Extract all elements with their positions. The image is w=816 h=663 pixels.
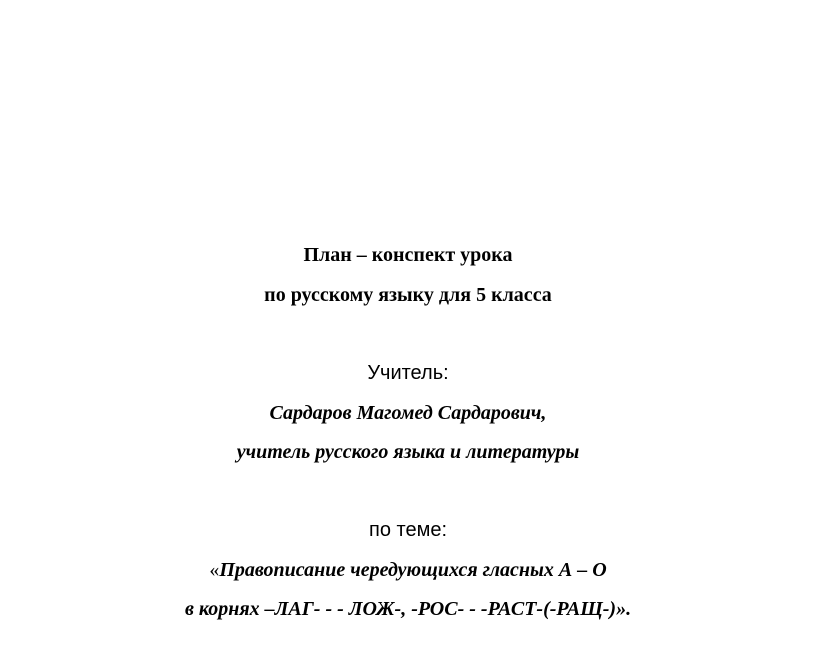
topic-line-1 bbox=[0, 558, 816, 582]
title-line-1: План – конспект урока bbox=[303, 244, 513, 266]
topic-label: по теме: bbox=[369, 519, 447, 541]
topic-line-2 bbox=[0, 597, 816, 621]
teacher-position: учитель русского языка и литературы bbox=[236, 441, 580, 463]
title-line-2: по русскому языку для 5 класса bbox=[264, 284, 552, 306]
topic-open-quote: « bbox=[209, 559, 220, 581]
topic-end-punct: . bbox=[626, 598, 632, 620]
teacher-label: Учитель: bbox=[367, 362, 449, 384]
topic-roots-text: в корнях –ЛАГ- - - ЛОЖ-, -РОС- - -РАСТ-(-РАЩ-) bbox=[184, 598, 617, 620]
topic-title-text: Правописание чередующихся гласных А – О bbox=[219, 559, 607, 581]
topic-close-quote: » bbox=[616, 598, 627, 620]
teacher-name: Сардаров Магомед Сардарович, bbox=[269, 402, 547, 424]
